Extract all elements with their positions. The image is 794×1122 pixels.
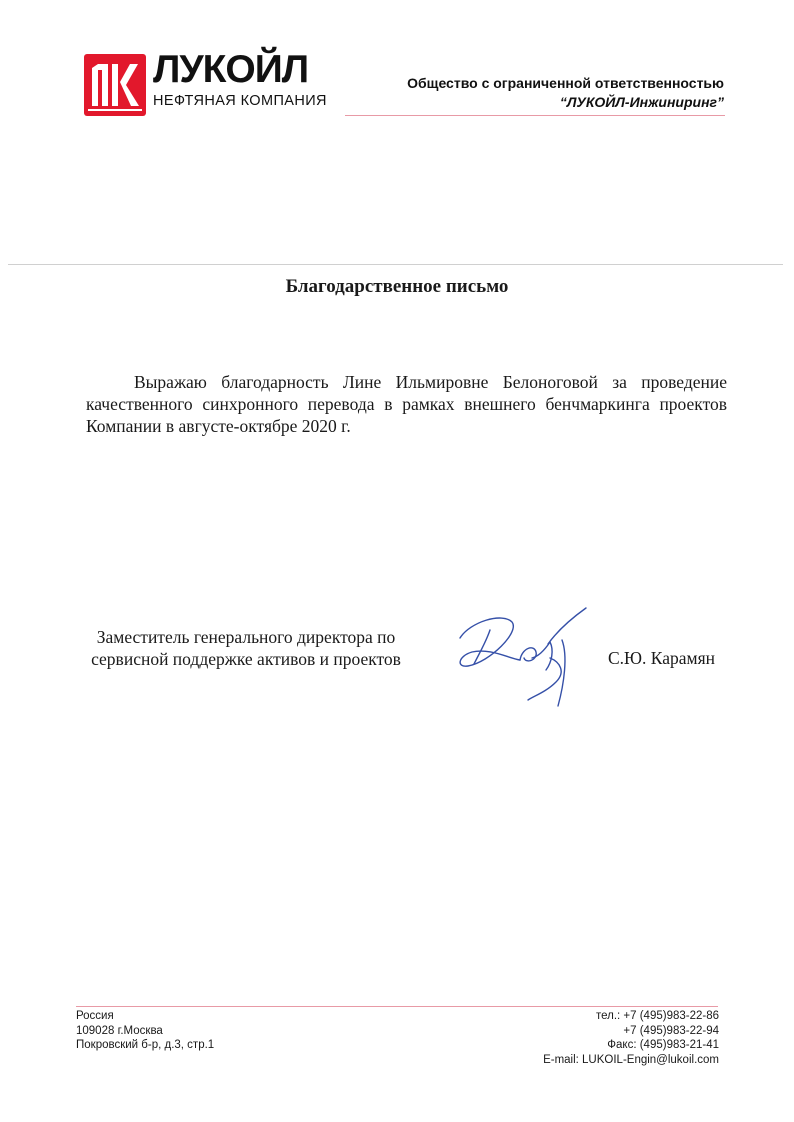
handwritten-signature [450,600,600,715]
header-divider [345,115,725,116]
address-line: 109028 г.Москва [76,1024,163,1037]
brand-subtitle: НЕФТЯНАЯ КОМПАНИЯ [153,93,327,109]
address-line: Россия [76,1010,114,1022]
document-title: Благодарственное письмо [285,276,509,297]
organization-name: “ЛУКОЙЛ-Инжиниринг” [559,94,724,110]
footer-divider [76,1006,718,1007]
letter-body: Выражаю благодарность Лине Ильмировне Белоноговой за проведение качественного синхронного перевода в рамках внешнего бенчмаркинга проектов Компании в августе-октябре 2020 г. [86,372,727,436]
signer-position-line2: сервисной поддержке активов и проектов [91,649,401,669]
contact-fax: Факс: (495)983-21-41 [607,1039,719,1051]
footer-contacts [543,1009,719,1067]
address-line: Покровский б-р, д.3, стр.1 [76,1039,215,1051]
contact-phone: тел.: +7 (495)983-22-86 [595,1010,719,1022]
signer-position [76,626,416,670]
company-logo [84,54,146,116]
organization-type: Общество с ограниченной ответственностью [407,75,724,91]
signer-position-line1: Заместитель генерального директора по [96,627,396,647]
contact-phone: +7 (495)983-22-94 [623,1024,719,1037]
footer-address [76,1009,214,1053]
lukoil-emblem-icon [84,54,146,116]
signer-name: С.Ю. Карамян [608,648,715,668]
contact-email: E-mail: LUKOIL-Engin@lukoil.com [543,1053,719,1066]
brand-name: ЛУКОЙЛ [153,48,309,91]
page-divider [8,264,783,265]
